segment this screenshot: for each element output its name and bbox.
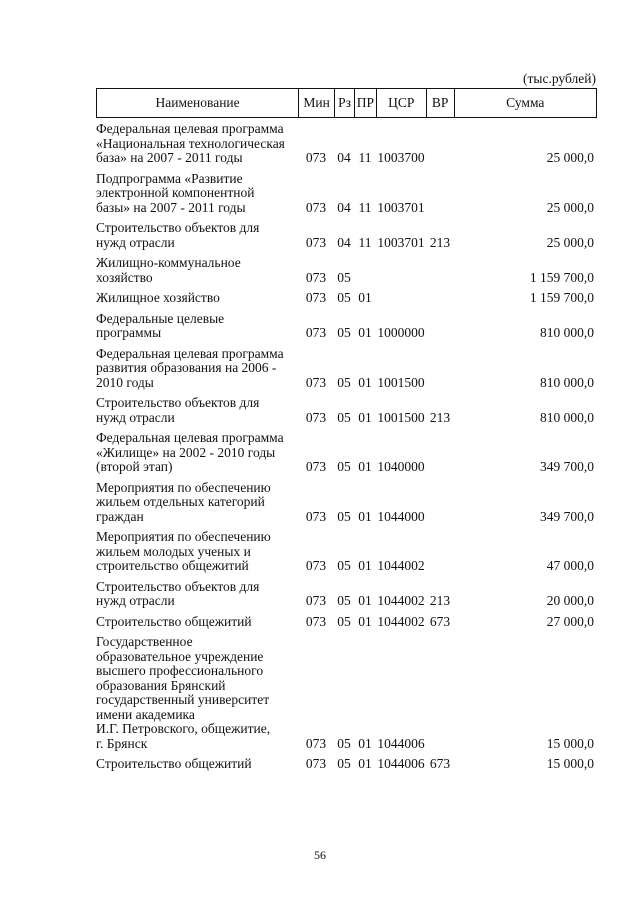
row-csr: 1003701 <box>377 199 425 215</box>
row-name <box>96 431 298 475</box>
table-row <box>96 172 597 216</box>
row-sum: 15 000,0 <box>546 735 594 751</box>
row-min: 073 <box>305 508 327 524</box>
row-csr: 1003701 <box>377 234 425 250</box>
row-name-line: жильем молодых ученых и <box>96 543 251 559</box>
row-name <box>96 122 298 166</box>
table-row <box>96 481 597 525</box>
row-csr: 1044002 <box>377 613 425 629</box>
row-name <box>96 635 298 751</box>
table-row <box>96 312 597 341</box>
row-name <box>96 312 298 341</box>
row-pr: 01 <box>358 290 372 305</box>
row-sum: 25 000,0 <box>546 199 594 215</box>
row-name <box>96 256 298 285</box>
table-row <box>96 291 597 306</box>
row-rz: 05 <box>337 593 351 608</box>
header-vr: ВР <box>426 89 454 117</box>
row-name-line: Жилищное хозяйство <box>96 290 220 305</box>
row-name-line: «Национальная технологическая <box>96 135 285 151</box>
row-csr: 1044006 <box>377 735 425 751</box>
row-name-line: Федеральные целевые <box>96 310 225 326</box>
row-pr: 01 <box>358 558 372 573</box>
row-name-line: Строительство объектов для <box>96 395 260 410</box>
row-min: 073 <box>305 756 327 771</box>
row-name-line: Жилищно-коммунальное <box>96 255 241 270</box>
row-min: 073 <box>305 593 327 608</box>
row-min: 073 <box>305 199 327 215</box>
row-vr: 673 <box>429 756 451 771</box>
row-name-line: Федеральная целевая программа <box>96 121 284 136</box>
row-sum: 1 159 700,0 <box>529 269 594 285</box>
row-name-line: нужд отрасли <box>96 234 175 250</box>
row-pr: 11 <box>358 234 372 250</box>
row-min: 073 <box>305 459 327 474</box>
row-pr: 01 <box>358 374 372 390</box>
row-rz: 04 <box>337 199 351 215</box>
row-vr: 213 <box>429 409 451 425</box>
header-rz: Рз <box>334 89 354 117</box>
row-name <box>96 615 298 630</box>
row-name <box>96 291 298 306</box>
header-pr: ПР <box>354 89 376 117</box>
header-name: Наименование <box>155 95 240 110</box>
row-sum: 810 000,0 <box>540 325 594 340</box>
table-row <box>96 396 597 425</box>
row-name <box>96 172 298 216</box>
row-rz: 05 <box>337 508 351 524</box>
header-min: Мин <box>298 89 334 117</box>
row-vr: 213 <box>429 593 451 608</box>
row-pr: 01 <box>358 409 372 425</box>
row-name-line: программы <box>96 325 162 340</box>
row-sum: 349 700,0 <box>540 508 594 524</box>
row-min: 073 <box>305 150 327 165</box>
row-name-line: нужд отрасли <box>96 409 175 425</box>
row-name-line: Строительство общежитий <box>96 613 252 629</box>
row-name-line: жильем отдельных категорий <box>96 494 265 509</box>
row-name <box>96 481 298 525</box>
row-name-line: Строительство общежитий <box>96 756 252 771</box>
row-rz: 05 <box>337 613 351 629</box>
row-rz: 05 <box>337 558 351 573</box>
table-row <box>96 530 597 574</box>
row-vr: 213 <box>429 234 451 250</box>
table-body <box>96 122 597 778</box>
page-number: 56 <box>314 848 326 862</box>
row-min: 073 <box>305 735 327 751</box>
row-name <box>96 757 298 772</box>
row-csr: 1001500 <box>377 374 425 390</box>
row-min: 073 <box>305 269 327 285</box>
table-row <box>96 635 597 751</box>
row-rz: 05 <box>337 269 351 285</box>
row-name-line: граждан <box>96 508 144 524</box>
row-sum: 47 000,0 <box>546 558 594 573</box>
row-name-line: г. Брянск <box>96 735 148 751</box>
row-name-line: Федеральная целевая программа <box>96 430 284 445</box>
row-name-line: (второй этап) <box>96 459 173 474</box>
row-name-line: Подпрограмма «Развитие <box>96 170 243 186</box>
row-csr: 1044002 <box>377 558 425 573</box>
row-name-line: нужд отрасли <box>96 593 175 608</box>
row-name-line: база» на 2007 - 2011 годы <box>96 150 243 165</box>
table-row <box>96 122 597 166</box>
row-name <box>96 396 298 425</box>
row-sum: 27 000,0 <box>546 613 594 629</box>
row-name-line: Мероприятия по обеспечению <box>96 479 271 495</box>
row-min: 073 <box>305 374 327 390</box>
row-sum: 810 000,0 <box>540 409 594 425</box>
row-rz: 04 <box>337 234 351 250</box>
row-sum: 20 000,0 <box>546 593 594 608</box>
row-min: 073 <box>305 409 327 425</box>
row-min: 073 <box>305 325 327 340</box>
row-rz: 05 <box>337 374 351 390</box>
row-sum: 810 000,0 <box>540 374 594 390</box>
row-name-line: Строительство объектов для <box>96 220 260 235</box>
row-name-line: Государственное <box>96 634 193 649</box>
row-name-line: образования Брянский <box>96 677 226 693</box>
row-pr: 01 <box>358 325 372 340</box>
table-row <box>96 431 597 475</box>
row-name-line: высшего профессионального <box>96 663 264 678</box>
row-min: 073 <box>305 613 327 629</box>
row-pr: 01 <box>358 613 372 629</box>
header-csr: ЦСР <box>376 89 426 117</box>
row-csr: 1044000 <box>377 508 425 524</box>
row-rz: 05 <box>337 459 351 474</box>
row-pr: 01 <box>358 508 372 524</box>
table-row <box>96 580 597 609</box>
row-name-line: «Жилище» на 2002 - 2010 годы <box>96 444 276 460</box>
row-name <box>96 580 298 609</box>
table-row <box>96 256 597 285</box>
header-sum: Сумма <box>454 89 596 117</box>
row-sum: 15 000,0 <box>546 756 594 771</box>
row-sum: 1 159 700,0 <box>529 290 594 305</box>
row-rz: 04 <box>337 150 351 165</box>
row-csr: 1040000 <box>377 459 425 474</box>
table-row <box>96 757 597 772</box>
row-sum: 25 000,0 <box>546 234 594 250</box>
table-row <box>96 347 597 391</box>
row-pr: 01 <box>358 459 372 474</box>
row-csr: 1000000 <box>377 325 425 340</box>
row-name-line: Федеральная целевая программа <box>96 345 284 361</box>
row-pr: 01 <box>358 735 372 751</box>
row-name-line: хозяйство <box>96 269 153 285</box>
row-name-line: базы» на 2007 - 2011 годы <box>96 199 246 215</box>
row-name-line: 2010 годы <box>96 374 154 390</box>
row-rz: 05 <box>337 409 351 425</box>
row-pr: 11 <box>358 150 372 165</box>
row-name-line: имени академика <box>96 706 195 722</box>
row-pr: 11 <box>358 199 372 215</box>
row-name-line: государственный университет <box>96 692 270 707</box>
row-name <box>96 347 298 391</box>
row-name <box>96 530 298 574</box>
table-header <box>96 88 597 118</box>
row-name-line: И.Г. Петровского, общежитие, <box>96 721 271 736</box>
row-rz: 05 <box>337 325 351 340</box>
units-label: (тыс.рублей) <box>523 71 596 86</box>
row-pr: 01 <box>358 756 372 771</box>
row-vr: 673 <box>429 613 451 629</box>
row-name-line: электронной компонентной <box>96 185 255 200</box>
row-name-line: Строительство объектов для <box>96 578 260 594</box>
table-row <box>96 221 597 250</box>
row-min: 073 <box>305 234 327 250</box>
table-row <box>96 615 597 630</box>
row-rz: 05 <box>337 756 351 771</box>
row-sum: 349 700,0 <box>540 459 594 474</box>
row-min: 073 <box>305 290 327 305</box>
row-name-line: строительство общежитий <box>96 558 249 573</box>
row-rz: 05 <box>337 735 351 751</box>
row-csr: 1003700 <box>377 150 425 165</box>
row-name <box>96 221 298 250</box>
row-csr: 1044006 <box>377 756 425 771</box>
row-name-line: развития образования на 2006 - <box>96 360 277 375</box>
row-rz: 05 <box>337 290 351 305</box>
row-min: 073 <box>305 558 327 573</box>
row-sum: 25 000,0 <box>546 150 594 165</box>
row-csr: 1044002 <box>377 593 425 608</box>
row-pr: 01 <box>358 593 372 608</box>
row-csr: 1001500 <box>377 409 425 425</box>
row-name-line: Мероприятия по обеспечению <box>96 529 271 544</box>
row-name-line: образовательное учреждение <box>96 648 264 664</box>
